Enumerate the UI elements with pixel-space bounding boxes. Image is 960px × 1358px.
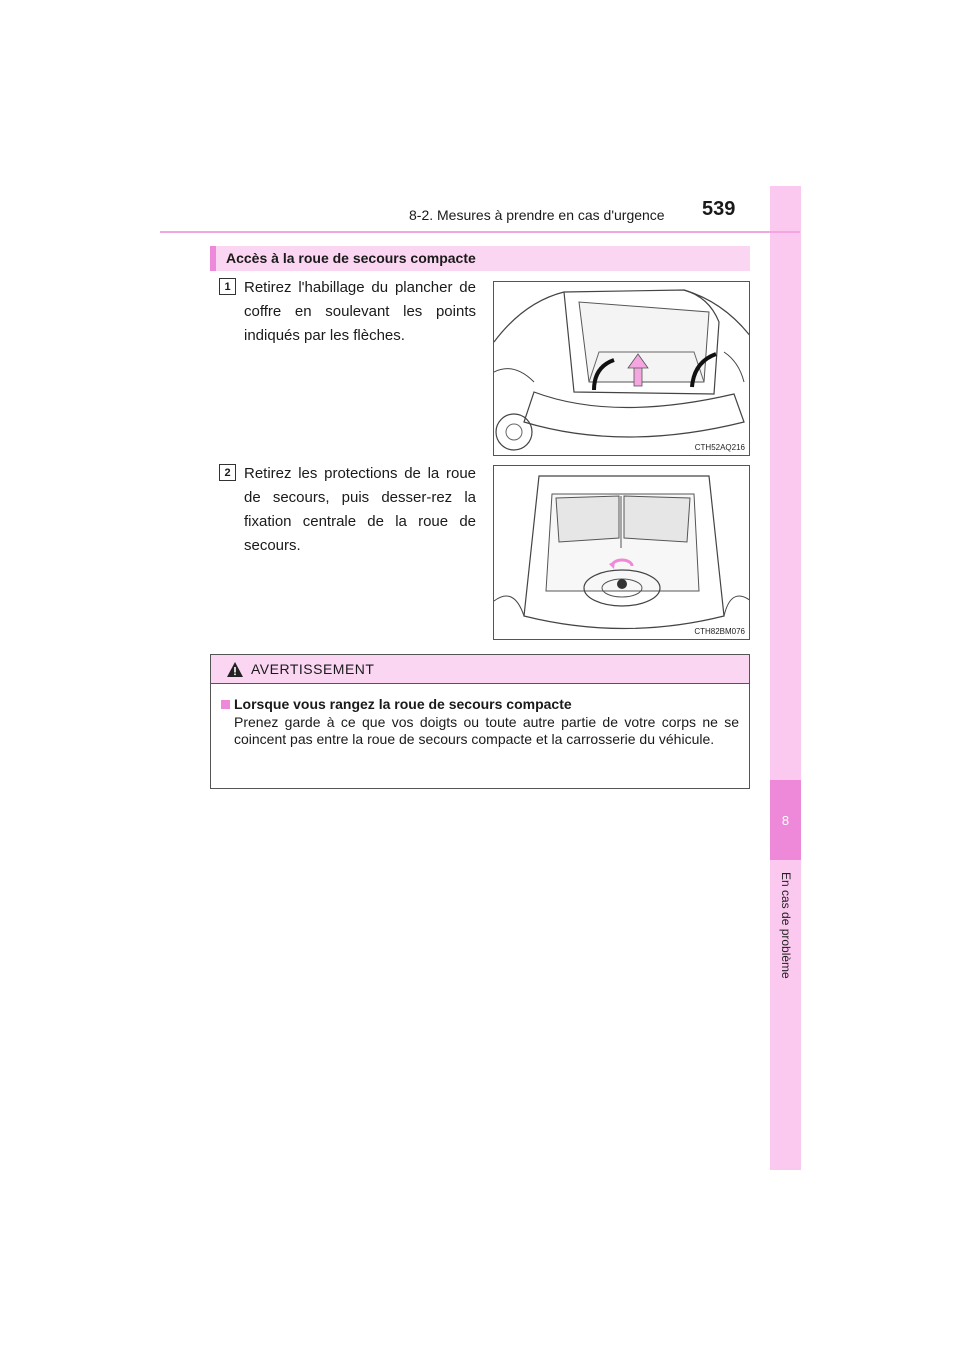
figure-1-code: CTH52AQ216 bbox=[694, 443, 745, 452]
figure-2-code: CTH82BM076 bbox=[694, 627, 745, 636]
figure-spare-wheel bbox=[493, 465, 750, 640]
warning-heading: AVERTISSEMENT bbox=[251, 661, 375, 677]
chapter-side-tab bbox=[770, 186, 801, 1170]
figure-trunk-floor bbox=[493, 281, 750, 456]
trunk-floor-illustration bbox=[494, 282, 750, 456]
chapter-label: En cas de problème bbox=[779, 872, 793, 979]
header-section-title: 8-2. Mesures à prendre en cas d'urgence bbox=[409, 207, 665, 223]
step-1-badge: 1 bbox=[219, 278, 236, 295]
warning-body bbox=[211, 684, 749, 748]
step-2-text: Retirez les protections de la roue de secours, puis desser-rez la fixation centrale de la roue de secours. bbox=[244, 465, 476, 554]
page-number: 539 bbox=[702, 198, 736, 220]
chapter-number: 8 bbox=[770, 780, 801, 860]
step-2-badge: 2 bbox=[219, 464, 236, 481]
warning-header bbox=[211, 655, 749, 684]
bullet-square-icon bbox=[221, 700, 230, 709]
step-1-text: Retirez l'habillage du plancher de coffre en soulevant les points indiqués par les flèches. bbox=[244, 279, 476, 344]
warning-box bbox=[210, 654, 750, 789]
spare-wheel-illustration bbox=[494, 466, 750, 640]
warning-triangle-icon bbox=[227, 662, 243, 677]
section-title: Accès à la roue de secours compacte bbox=[210, 246, 750, 271]
header-divider bbox=[160, 231, 800, 233]
warning-subtitle-row bbox=[221, 696, 739, 713]
warning-subtitle: Lorsque vous rangez la roue de secours compacte bbox=[234, 696, 572, 712]
warning-text: Prenez garde à ce que vos doigts ou toute autre partie de votre corps ne se coincent pas entre la roue de secours compacte et la carrosserie du véhicule. bbox=[234, 714, 739, 747]
